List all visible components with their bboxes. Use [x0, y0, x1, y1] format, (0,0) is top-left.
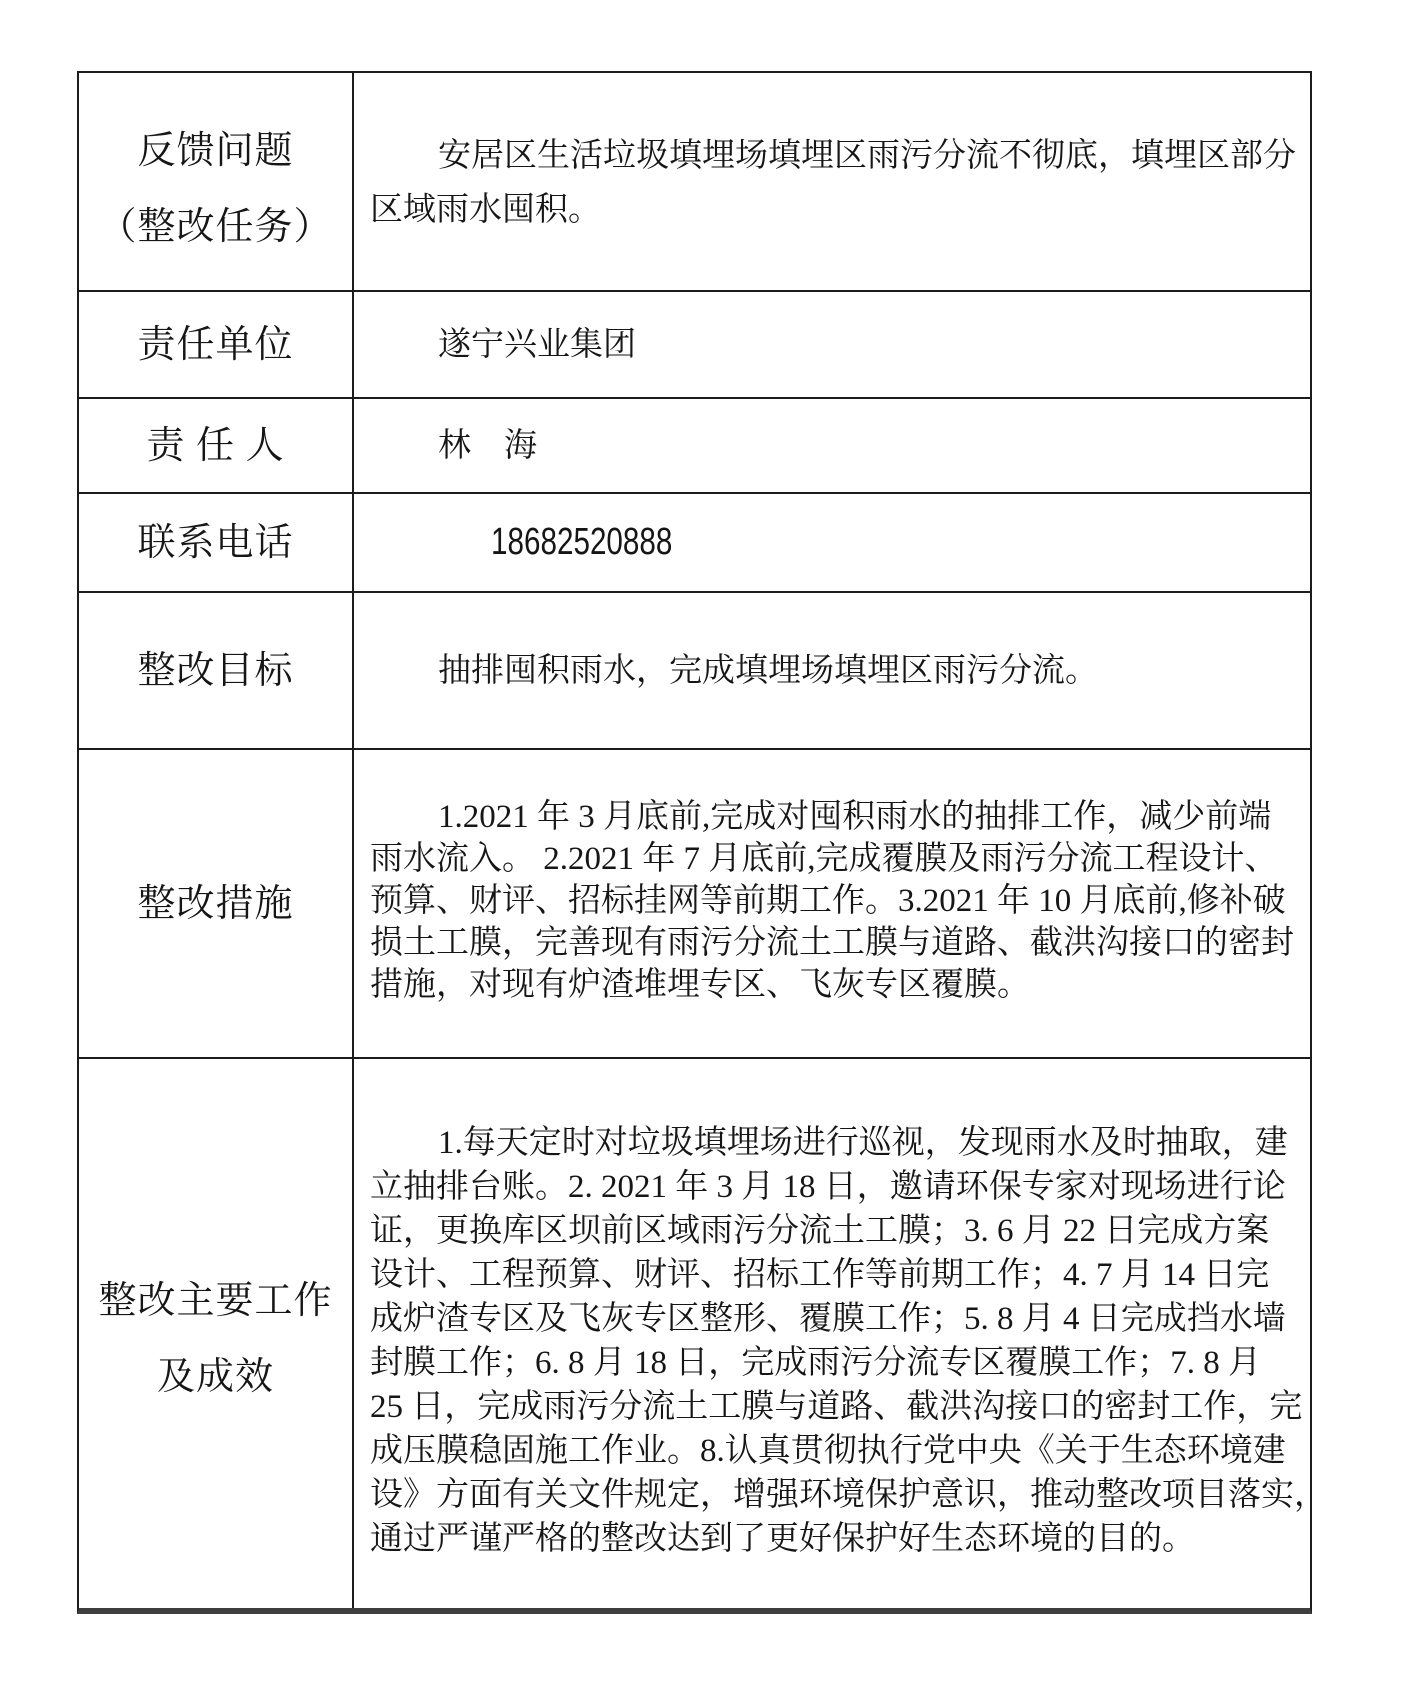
row-content-rectification-goal	[354, 593, 1310, 748]
row-label-responsible-person	[79, 399, 354, 492]
label-line: 联系电话	[137, 521, 294, 564]
text-line: 安居区生活垃圾填埋场填埋区雨污分流不彻底，填埋区部分	[438, 138, 1296, 174]
table-row-responsible-person	[79, 397, 1310, 492]
table-row-feedback-issue	[79, 73, 1310, 290]
text-line: 证，更换库区坝前区域雨污分流土工膜；3. 6 月 22 日完成方案	[370, 1213, 1270, 1249]
row-label-rectification-goal	[79, 593, 354, 748]
label-line: 反馈问题	[137, 129, 294, 172]
text-line: 立抽排台账。2. 2021 年 3 月 18 日，邀请环保专家对现场进行论	[370, 1169, 1286, 1205]
phone-number	[370, 521, 1292, 565]
text-line: 设》方面有关文件规定，增强环境保护意识，推动整改项目落实，	[370, 1477, 1327, 1513]
label-line: 整改目标	[137, 649, 294, 692]
label-line: 整改措施	[137, 882, 294, 925]
text-line: 封膜工作；6. 8 月 18 日，完成雨污分流专区覆膜工作；7. 8 月	[370, 1345, 1261, 1381]
row-label-rectification-measures	[79, 750, 354, 1057]
label-line: 责任单位	[137, 323, 294, 366]
label-line: 责 任 人	[146, 424, 285, 467]
text-line: 成炉渣专区及飞灰专区整形、覆膜工作；5. 8 月 4 日完成挡水墙	[370, 1301, 1286, 1337]
table-row-rectification-measures	[79, 748, 1310, 1057]
text-line: 抽排囤积雨水，完成填埋场填埋区雨污分流。	[438, 652, 1098, 689]
text-line: 设计、工程预算、财评、招标工作等前期工作；4. 7 月 14 日完	[370, 1257, 1270, 1293]
text-line: 林 海	[438, 427, 537, 464]
row-content-responsible-person	[354, 399, 1310, 492]
text-line: 25 日，完成雨污分流土工膜与道路、截洪沟接口的密封工作，完	[370, 1389, 1303, 1425]
text-line: 预算、财评、招标挂网等前期工作。3.2021 年 10 月底前,修补破	[370, 883, 1286, 919]
text-line: 雨水流入。 2.2021 年 7 月底前,完成覆膜及雨污分流工程设计、	[370, 841, 1278, 877]
row-content-feedback-issue	[354, 73, 1314, 290]
text-line: 区域雨水囤积。	[370, 192, 601, 228]
phone-number-text: 18682520888	[491, 520, 673, 563]
row-content-contact-phone	[354, 494, 1310, 591]
table-row-main-work-results	[79, 1057, 1327, 1608]
text-line: 1.每天定时对垃圾填埋场进行巡视，发现雨水及时抽取，建	[438, 1125, 1288, 1161]
text-line: 措施，对现有炉渣堆埋专区、飞灰专区覆膜。	[370, 967, 1030, 1003]
row-content-responsible-unit	[354, 292, 1310, 397]
row-label-main-work-results	[79, 1059, 354, 1608]
row-content-main-work-results	[354, 1059, 1345, 1608]
row-content-rectification-measures	[354, 750, 1312, 1057]
text-line: 通过严谨严格的整改达到了更好保护好生态环境的目的。	[370, 1521, 1195, 1557]
row-label-feedback-issue	[79, 73, 354, 290]
text-line: 损土工膜，完善现有雨污分流土工膜与道路、截洪沟接口的密封	[370, 925, 1294, 961]
row-label-responsible-unit	[79, 292, 354, 397]
table-row-contact-phone	[79, 492, 1310, 591]
label-line: 整改主要工作	[98, 1279, 333, 1322]
text-line: 遂宁兴业集团	[438, 326, 636, 363]
row-label-contact-phone	[79, 494, 354, 591]
label-line: 及成效	[156, 1355, 274, 1398]
rectification-table	[77, 71, 1327, 1614]
text-line: 1.2021 年 3 月底前,完成对囤积雨水的抽排工作，减少前端	[438, 799, 1272, 835]
text-line: 成压膜稳固施工作业。8.认真贯彻执行党中央《关于生态环境建	[370, 1433, 1286, 1469]
table-row-responsible-unit	[79, 290, 1310, 397]
label-line: （整改任务）	[98, 205, 333, 248]
table-row-rectification-goal	[79, 591, 1310, 748]
